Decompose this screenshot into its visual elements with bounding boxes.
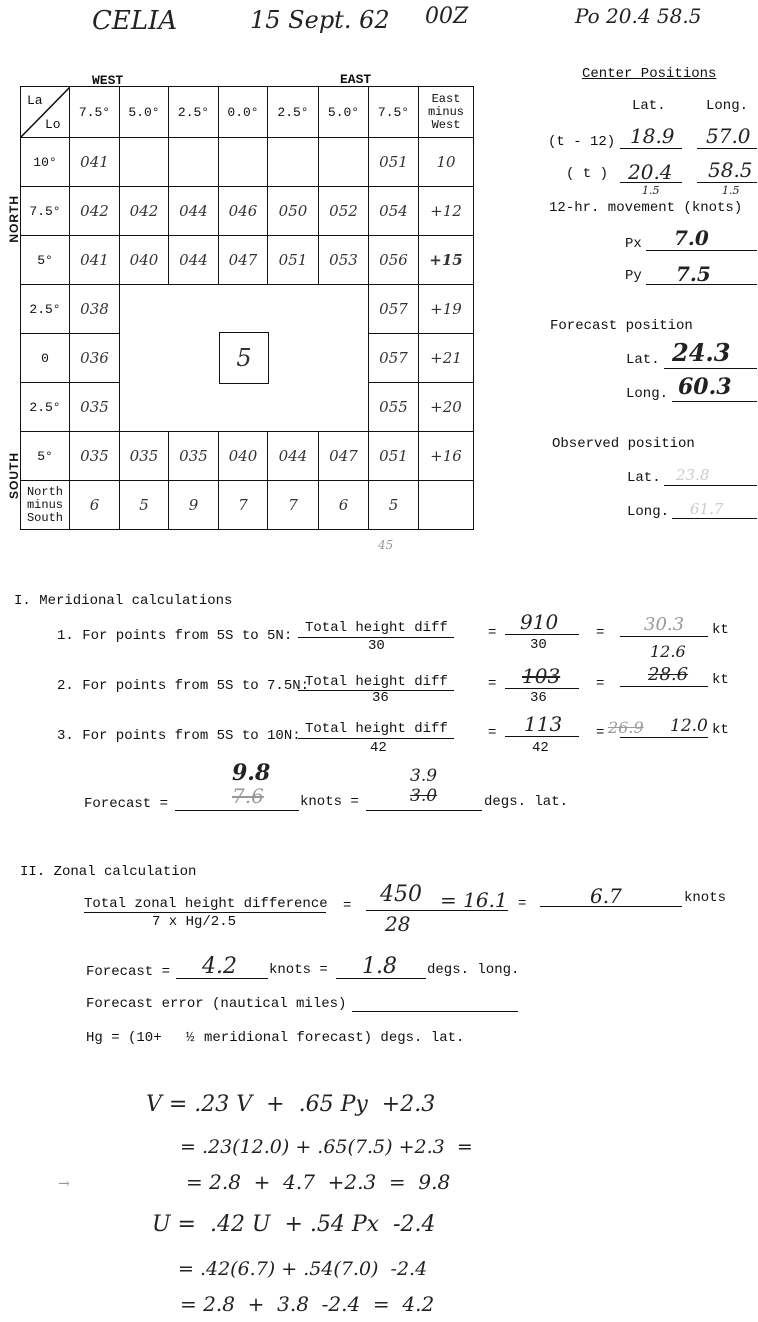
center-value: 5 <box>236 344 252 372</box>
meridional-item-2-result: 28.6 <box>648 664 689 685</box>
meridional-forecast-degs: 3.9 <box>410 766 438 786</box>
grid-cell: 051 <box>369 432 419 481</box>
hg-half: ½ <box>186 1030 195 1046</box>
col-header: 0.0° <box>219 87 268 138</box>
px-value: 7.0 <box>674 226 709 250</box>
lat-label: 0 <box>21 334 70 383</box>
meridional-forecast-degs-struck: 3.0 <box>410 786 438 806</box>
west-label: WEST <box>92 73 124 88</box>
corner-cell <box>21 87 70 138</box>
zonal-forecast-knots: 4.2 <box>202 954 237 979</box>
meridional-item-3-label: 3. For points from 5S to 10N: <box>57 728 301 744</box>
t-minus-12-lat: 18.9 <box>630 124 675 148</box>
unit-kt: kt <box>712 672 729 688</box>
meridional-item-3-extra: 12.0 <box>670 716 708 736</box>
grid-cell: 041 <box>70 138 120 187</box>
grid-cell: 047 <box>319 432 369 481</box>
meridional-item-1-den: 30 <box>530 637 547 653</box>
meridional-forecast-knots: 9.8 <box>232 760 271 786</box>
zonal-title: II. Zonal calculation <box>20 864 197 880</box>
t-label: ( t ) <box>566 166 609 182</box>
px-label: Px <box>625 236 642 252</box>
equals: = <box>596 725 605 741</box>
nms-cell: 7 <box>219 481 268 530</box>
east-minus-west-header: East minus West <box>419 87 474 138</box>
degs-lat-label: degs. lat. <box>484 794 569 810</box>
u-line-1: U = .42 U + .54 Px -2.4 <box>152 1212 436 1237</box>
observed-lat-line <box>664 485 757 486</box>
lat-label: 10° <box>21 138 70 187</box>
col-header: 5.0° <box>120 87 169 138</box>
zonal-frac-top: Total zonal height difference <box>84 896 328 912</box>
grid-cell: 054 <box>369 187 419 236</box>
zonal-knots-label: knots = <box>269 962 328 978</box>
v-line-1: V = .23 V + .65 Py +2.3 <box>146 1092 436 1117</box>
equals: = <box>596 676 605 692</box>
emw-cell: 10 <box>419 138 474 187</box>
result-line <box>620 636 708 637</box>
corner-lo: Lo <box>45 117 61 132</box>
meridional-forecast-label: Forecast = <box>84 796 169 812</box>
meridional-item-3-den: 42 <box>532 740 549 756</box>
knots-label: knots = <box>300 794 359 810</box>
forecast-degs-line <box>366 810 482 811</box>
frac-line <box>505 688 579 689</box>
grid-cell <box>120 138 169 187</box>
storm-name: CELIA <box>92 6 178 36</box>
equals: = <box>488 625 497 641</box>
grid-cell: 035 <box>120 432 169 481</box>
py-label: Py <box>625 268 642 284</box>
frac-line <box>505 634 579 635</box>
grid-cell: 040 <box>120 236 169 285</box>
meridional-item-3-frac-top: Total height diff <box>305 721 448 737</box>
meridional-item-3-result: 26.9 <box>608 718 644 737</box>
u-line-3: = 2.8 + 3.8 -2.4 = 4.2 <box>180 1292 435 1316</box>
equals: = <box>488 725 497 741</box>
emw-cell: +15 <box>419 236 474 285</box>
result-line <box>620 686 708 687</box>
meridional-item-1-frac-top: Total height diff <box>305 620 448 636</box>
hg-label: Hg = (10+ <box>86 1030 162 1046</box>
grid-cell: 046 <box>219 187 268 236</box>
col-header: 7.5° <box>70 87 120 138</box>
grid-cell <box>268 138 319 187</box>
v-line-3: = 2.8 + 4.7 +2.3 = 9.8 <box>186 1170 451 1194</box>
meridional-item-2-num: 103 <box>522 664 561 688</box>
grid-cell: 042 <box>70 187 120 236</box>
emw-cell: +12 <box>419 187 474 236</box>
nms-cell: 6 <box>70 481 120 530</box>
hg-rest: meridional forecast) degs. lat. <box>204 1030 465 1046</box>
grid-cell <box>169 138 219 187</box>
grid-cell: 035 <box>70 383 120 432</box>
grid-cell <box>319 138 369 187</box>
emw-cell: +20 <box>419 383 474 432</box>
south-label: SOUTH <box>7 452 21 499</box>
nms-extra-cell <box>419 481 474 530</box>
forecast-lat-line <box>664 368 757 369</box>
v-line-2: = .23(12.0) + .65(7.5) +2.3 = <box>180 1136 473 1158</box>
observed-position-title: Observed position <box>552 436 695 452</box>
lat-label: 5° <box>21 236 70 285</box>
col-header: 5.0° <box>319 87 369 138</box>
forecast-error-label: Forecast error (nautical miles) <box>86 996 347 1012</box>
meridional-item-1-frac-bottom: 30 <box>368 638 385 654</box>
forecast-position-title: Forecast position <box>550 318 693 334</box>
equals: = <box>596 625 605 641</box>
u-line-2: = .42(6.7) + .54(7.0) -2.4 <box>178 1258 428 1280</box>
table-row <box>21 138 474 187</box>
diff-lat: 1.5 <box>642 184 660 197</box>
meridional-item-3-frac-bottom: 42 <box>370 740 387 756</box>
grid-cell: 044 <box>169 236 219 285</box>
meridional-item-1-result: 30.3 <box>644 614 685 635</box>
corner-la: La <box>27 93 43 108</box>
grid-cell: 044 <box>169 187 219 236</box>
emw-cell: +16 <box>419 432 474 481</box>
equals: = <box>518 896 527 912</box>
frac-line <box>366 910 508 911</box>
emw-cell: +21 <box>419 334 474 383</box>
table-row <box>21 481 474 530</box>
position-note: Po 20.4 58.5 <box>575 4 702 28</box>
col-header: 2.5° <box>268 87 319 138</box>
zonal-num: 450 <box>380 882 422 907</box>
t-long-line <box>697 182 757 183</box>
center-positions-title: Center Positions <box>582 66 717 82</box>
observed-long-value: 61.7 <box>690 500 724 518</box>
grid-cell: 040 <box>219 432 268 481</box>
nms-cell: 6 <box>319 481 369 530</box>
grid-cell: 038 <box>70 285 120 334</box>
grid-cell: 035 <box>70 432 120 481</box>
frac-line <box>84 912 326 913</box>
frac-line <box>505 736 579 737</box>
t-lat-line <box>620 182 682 183</box>
height-grid <box>20 86 474 530</box>
observed-long-label: Long. <box>627 504 670 520</box>
frac-line <box>298 738 454 739</box>
north-minus-south-header: North minus South <box>21 481 70 530</box>
unit-kt: kt <box>712 622 729 638</box>
grid-cell: 035 <box>169 432 219 481</box>
meridional-item-1-num: 910 <box>520 610 559 634</box>
col-header: 7.5° <box>369 87 419 138</box>
t-minus-12-long: 57.0 <box>706 124 751 148</box>
equals: = <box>488 676 497 692</box>
forecast-long-line <box>672 401 757 402</box>
t-minus-12-lat-line <box>620 148 682 149</box>
nms-cell: 5 <box>369 481 419 530</box>
forecast-long-value: 60.3 <box>678 374 732 400</box>
zonal-eq-mid: = 16.1 <box>440 888 508 912</box>
meridional-item-2-label: 2. For points from 5S to 7.5N: <box>57 678 310 694</box>
grid-cell: 047 <box>219 236 268 285</box>
forecast-knots-line <box>176 978 268 979</box>
observed-lat-value: 23.8 <box>676 466 710 484</box>
grid-cell: 036 <box>70 334 120 383</box>
result-line <box>540 906 682 907</box>
meridional-item-2-frac-bottom: 36 <box>372 690 389 706</box>
zonal-result: 6.7 <box>590 884 622 908</box>
grid-cell: 042 <box>120 187 169 236</box>
forecast-lat-label: Lat. <box>626 352 660 368</box>
px-line <box>646 250 757 251</box>
nms-cell: 5 <box>120 481 169 530</box>
table-row <box>21 432 474 481</box>
grid-cell: 056 <box>369 236 419 285</box>
meridional-item-2-den: 36 <box>530 690 547 706</box>
date: 15 Sept. 62 <box>250 6 390 34</box>
grid-cell: 041 <box>70 236 120 285</box>
t-lat: 20.4 <box>628 160 673 184</box>
meridional-item-1-extra: 12.6 <box>650 642 686 661</box>
diff-long: 1.5 <box>722 184 740 197</box>
grid-cell: 050 <box>268 187 319 236</box>
meridional-item-2-frac-top: Total height diff <box>305 674 448 690</box>
table-row <box>21 187 474 236</box>
lat-label: 7.5° <box>21 187 70 236</box>
center-area <box>120 285 369 432</box>
forecast-degs-line <box>336 978 426 979</box>
zonal-unit: knots <box>684 890 727 906</box>
time: 00Z <box>425 4 469 29</box>
grid-cell: 052 <box>319 187 369 236</box>
degs-long-label: degs. long. <box>427 962 520 978</box>
lat-header: Lat. <box>632 98 666 114</box>
zonal-forecast-degs: 1.8 <box>362 954 397 979</box>
nms-cell: 7 <box>268 481 319 530</box>
table-row <box>21 236 474 285</box>
grid-cell: 051 <box>268 236 319 285</box>
east-label: EAST <box>340 72 372 87</box>
table-row <box>21 285 474 334</box>
forecast-error-line <box>352 1011 518 1012</box>
zonal-den: 28 <box>385 912 411 936</box>
meridional-forecast-knots-struck: 7.6 <box>232 784 264 808</box>
forecast-long-label: Long. <box>626 386 669 402</box>
grid-cell: 057 <box>369 285 419 334</box>
unit-kt: kt <box>712 722 729 738</box>
north-label: NORTH <box>7 195 21 243</box>
observed-lat-label: Lat. <box>627 470 661 486</box>
center-box <box>219 332 269 384</box>
arrow-mark: → <box>58 1176 70 1192</box>
long-header: Long. <box>706 98 749 114</box>
lat-label: 2.5° <box>21 383 70 432</box>
forecast-lat-value: 24.3 <box>672 338 731 367</box>
equals: = <box>343 898 352 914</box>
py-line <box>646 284 757 285</box>
lat-label: 5° <box>21 432 70 481</box>
meridional-title: I. Meridional calculations <box>14 593 233 609</box>
grid-cell: 057 <box>369 334 419 383</box>
meridional-item-3-num: 113 <box>524 712 563 736</box>
grid-cell <box>219 138 268 187</box>
zonal-frac-bottom: 7 x Hg/2.5 <box>152 914 237 930</box>
t-minus-12-long-line <box>697 148 757 149</box>
col-header: 2.5° <box>169 87 219 138</box>
meridional-item-1-label: 1. For points from 5S to 5N: <box>57 628 293 644</box>
py-value: 7.5 <box>676 262 711 286</box>
zonal-forecast-label: Forecast = <box>86 964 171 980</box>
t-long: 58.5 <box>708 158 753 182</box>
lat-label: 2.5° <box>21 285 70 334</box>
grid-cell: 044 <box>268 432 319 481</box>
grid-cell: 055 <box>369 383 419 432</box>
forecast-knots-line <box>175 810 299 811</box>
t-minus-12-label: (t - 12) <box>548 134 616 150</box>
movement-label: 12-hr. movement (knots) <box>549 200 743 216</box>
below-note: 45 <box>378 538 394 552</box>
grid-cell: 053 <box>319 236 369 285</box>
observed-long-line <box>672 518 757 519</box>
nms-cell: 9 <box>169 481 219 530</box>
emw-cell: +19 <box>419 285 474 334</box>
grid-cell: 051 <box>369 138 419 187</box>
result-line <box>620 737 708 738</box>
